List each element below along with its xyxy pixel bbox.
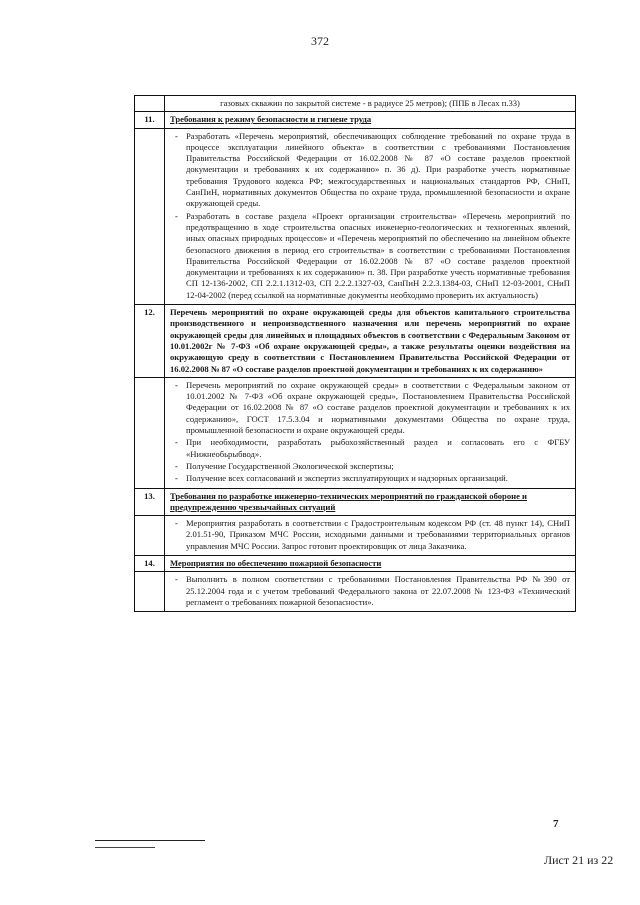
table-row-section-11-body [135,129,575,305]
requirements-table [134,95,576,612]
footer-divider-short [95,847,155,848]
bullet-list [170,574,570,608]
section-title: Мероприятия по обеспечению пожарной безопасности [170,557,382,568]
section-number: 11. [135,112,165,127]
list-item: - Перечень мероприятий по охране окружающей среды» в соответствии с Федеральным законом от 10.01.2002 № 7-ФЗ «Об охране окружающей среды», Постановлением Правительства Российской Федерации от 16.02.2008 № 87 «О составе разделов проектной документации и требованиях к их содержанию», ГОСТ 17.5.3.04 и нормативными документами Общества по охране труда, промышленной безопасности и охране окружающей среды. [170,380,570,436]
table-row-section-13-body [135,516,575,556]
table-row-section-14-body [135,572,575,611]
table-row-section-12-body [135,378,575,489]
list-item: - При необходимости, разработать рыбохозяйственный раздел и согласовать его с ФГБУ «Нижнеобьрыбвод». [170,437,570,460]
list-item: - Разработать «Перечень мероприятий, обеспечивающих соблюдение требований по охране труда в процессе эксплуатации линейного объекта» в соответствии с требованиями Постановления Правительства Российской Федерации от 16.02.2008 № 87 «О составе разделов проектной документации и требованиях к их содержанию» п. 36 д). При разработке учесть нормативные требования Трудового кодекса РФ; межгосударственных и национальных стандартов РФ, СНиП, СанПиН, нормативных документов Общества по охране труда, промышленной безопасности и охране окружающей среды. [170,131,570,210]
row-number-empty [135,516,165,555]
table-row-section-14-header [135,556,575,572]
table-row-section-13-header [135,489,575,517]
list-item: - Выполнить в полном соответствии с требованиями Постановления Правительства РФ №390 от 25.12.2004 года и с учетом требований Федерального закона от 22.07.2008 № 123-ФЗ «Технический регламент о требованиях пожарной безопасности». [170,574,570,608]
section-body [165,572,575,611]
section-number: 14. [135,556,165,571]
section-title: Перечень мероприятий по охране окружающей среды для объектов капитального строительства производственного и непроизводственного назначения или перечень мероприятий по охране окружающей среды для линейных и площадных объектов в соответствии с Федеральным Законом от 10.01.2002г № 7-ФЗ «Об охране окружающей среды», а также результаты оценки воздействия на окружающую среду в соответствии с Постановлением Правительства Российской Федерации от 16.02.2008 № 87 «О составе разделов проектной документации и требованиях к их содержанию» [170,307,570,374]
table-row-section-11-header [135,112,575,128]
section-title: Требования по разработке инженерно-технических мероприятий по гражданской обороне и предупреждению чрезвычайных ситуаций [170,490,527,512]
bullet-list [170,518,570,552]
row-number-empty [135,378,165,488]
bullet-list [170,380,570,485]
section-body [165,129,575,304]
table-row-section-12-header [135,305,575,378]
section-title: Требования к режиму безопасности и гигиене труда [170,114,372,125]
section-body [165,516,575,555]
page-mark: 7 [553,818,559,830]
continuation-text: газовых скважин по закрытой системе - в радиусе 25 метров); (ППБ в Лесах п.33) [220,98,520,108]
section-body [165,378,575,488]
row-number-empty [135,96,165,111]
footer-divider [95,840,205,841]
section-number: 13. [135,489,165,516]
row-number-empty [135,129,165,304]
list-item: - Получение всех согласований и экспертиз эксплуатирующих и надзорных организаций. [170,473,570,484]
section-number: 12. [135,305,165,377]
row-number-empty [135,572,165,611]
page-number: 372 [311,34,329,48]
list-item: - Получение Государственной Экологической экспертизы; [170,461,570,472]
sheet-label: Лист 21 из 22 [544,853,614,867]
list-item: - Мероприятия разработать в соответствии с Градостроительным кодексом РФ (ст. 48 пункт 14), СНиП 2.01.51-90, Приказом МЧС России, исходными данными и требованиями территориальных органов управления МЧС России. Запрос готовит проектировщик от лица Заказчика. [170,518,570,552]
list-item: - Разработать в составе раздела «Проект организации строительства» «Перечень мероприятий по предотвращению в ходе строительства опасных инженерно-геологических и техногенных явлений, иных опасных природных процессов» и «Перечень мероприятий по обеспечению на линейном объекте безопасного движения в период его строительства» в соответствии с требованиями Постановления Правительства Российской Федерации от 16.02.2008 № 87 «О составе разделов проектной документации и требованиях к их содержанию» п. 38. При разработке учесть нормативные требования СП 12-136-2002, СП 2.2.1.1312-03, СП 2.2.2.1327-03, СанПиН 2.2.3.1384-03, СНиП 12-03-2001, СНиП 12-04-2002 (перед ссылкой на нормативные документы необходимо проверить их актуальность) [170,211,570,301]
bullet-list [170,131,570,301]
table-row-continuation [135,96,575,112]
